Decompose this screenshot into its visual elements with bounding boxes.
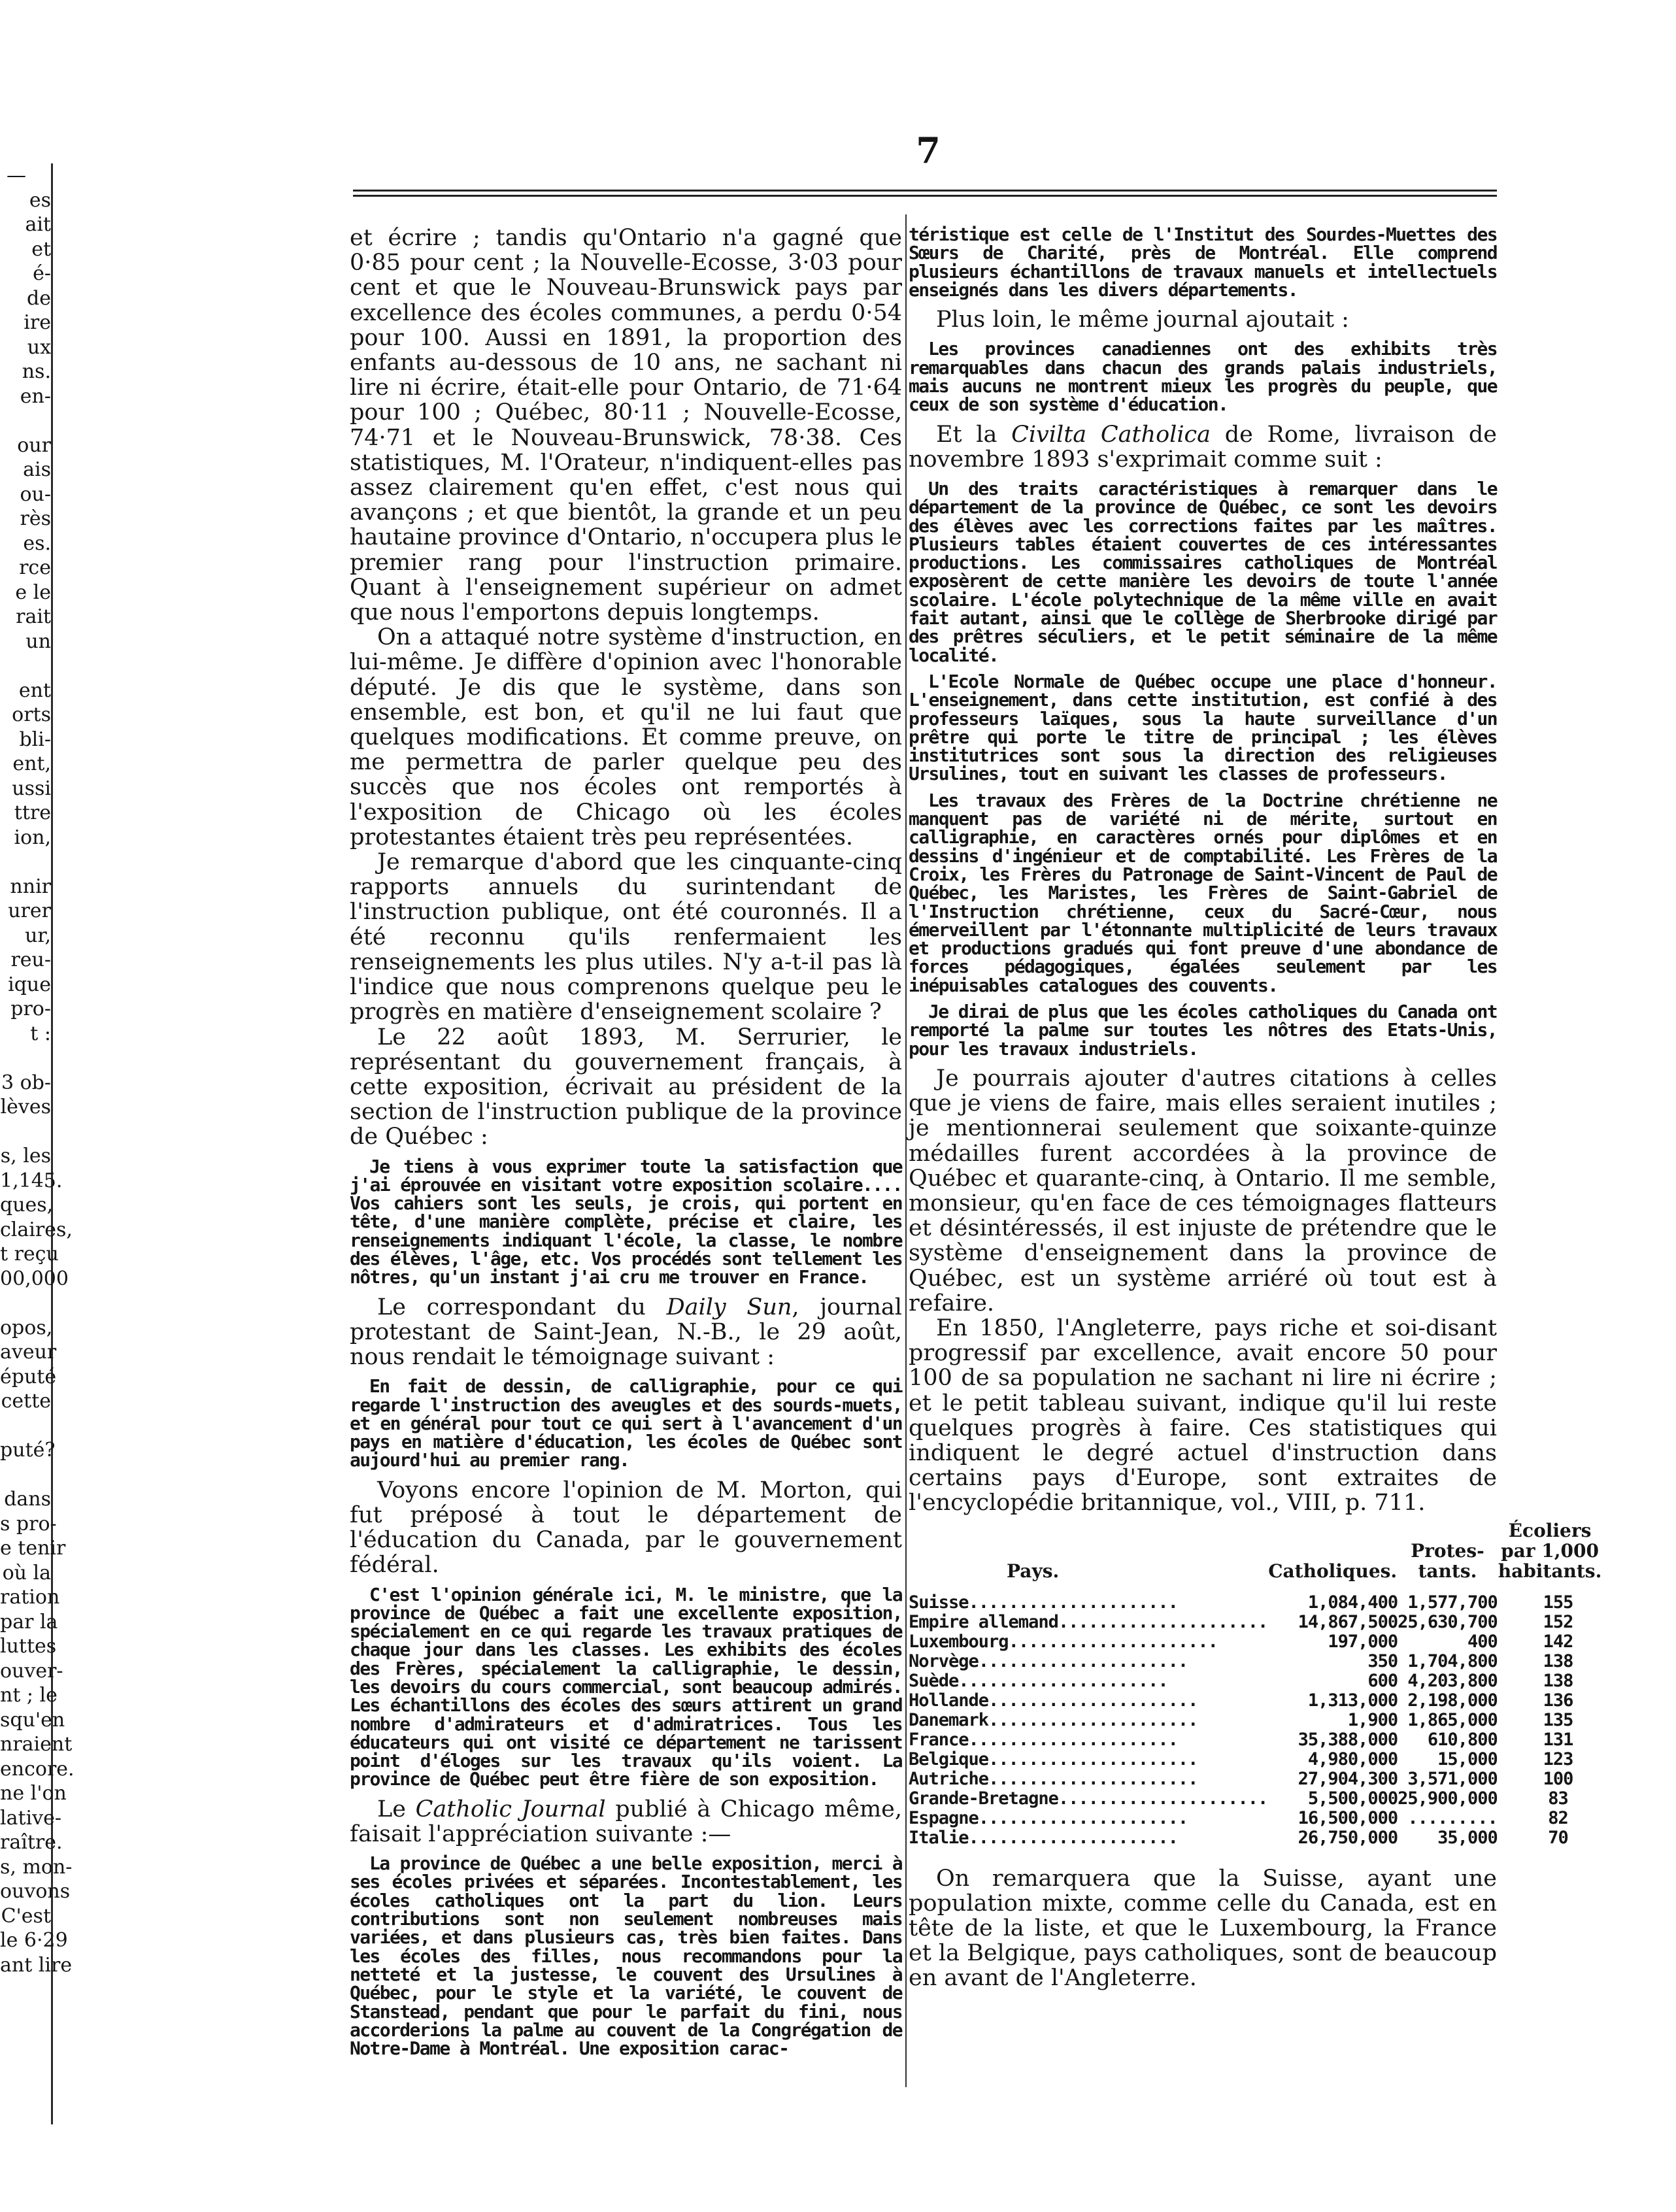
header-rule-bottom — [353, 195, 1497, 197]
table-cell-protestants: 4,203,800 — [1407, 1670, 1498, 1691]
table-cell-protestants: 1,704,800 — [1407, 1651, 1498, 1671]
margin-fragment — [0, 1291, 51, 1316]
table-cell-pupils: 131 — [1543, 1729, 1573, 1750]
country-name: France — [909, 1729, 969, 1750]
margin-fragment: s, mon- — [0, 1855, 73, 1879]
table-cell-protestants: 610,800 — [1427, 1729, 1498, 1750]
column-divider — [905, 214, 907, 2087]
margin-fragment: raître. — [0, 1831, 63, 1854]
quotation: L'Ecole Normale de Québec occupe une place d'honneur. L'enseignement, dans cette institution, est confié à des professeurs laïques, sous la haute surveillance d'un prêtre qui porte le titre de principal ; les élèves institutrices sont sous la direction des religieuses Ursulines, tout en suivant les classes de professeurs. — [909, 670, 1497, 785]
margin-fragment: opos, — [0, 1316, 53, 1339]
page-number: 7 — [916, 129, 941, 171]
paragraph — [350, 1797, 902, 1847]
table-cell-protestants: 3,571,000 — [1407, 1768, 1498, 1789]
margin-fragment: ait — [25, 213, 51, 236]
header-catholics: Catholiques. — [1268, 1560, 1398, 1582]
margin-fragment: squ'en — [0, 1708, 65, 1732]
table-body — [909, 1593, 1602, 1848]
header-rules — [353, 190, 1497, 197]
table-cell-pupils: 152 — [1543, 1611, 1573, 1632]
table-cell-catholics: 5,500,000 — [1307, 1788, 1398, 1809]
margin-fragment: claires, — [0, 1218, 73, 1241]
margin-fragment: rait — [16, 605, 51, 628]
text-fragment: Le — [377, 1796, 416, 1822]
table-cell-catholics: 1,084,400 — [1307, 1592, 1398, 1613]
table-cell-country — [909, 1671, 1267, 1691]
margin-fragment — [0, 1046, 51, 1071]
margin-fragment: C'est — [1, 1904, 51, 1928]
margin-fragment: urer — [8, 899, 51, 922]
text-fragment: , journal protestant de Saint-Jean, N.-B., le 29 août, nous rendait le témoignage suivant : — [350, 1294, 902, 1370]
margin-fragment: aveur — [0, 1341, 57, 1364]
previous-page-margin-strip — [0, 163, 75, 2124]
margin-fragment — [0, 409, 51, 433]
table-cell-country — [909, 1691, 1267, 1711]
table-cell-country — [909, 1828, 1267, 1848]
country-name: Luxembourg — [909, 1631, 1009, 1652]
country-name: Hollande — [909, 1690, 989, 1711]
margin-fragment — [0, 1414, 51, 1439]
paragraph: Le 22 août 1893, M. Serrurier, le représentant du gouvernement français, à cette exposition, écrivait au président de la section de l'instruction publique de la province de Québec : — [350, 1024, 902, 1150]
margin-fragment: t reçu — [0, 1243, 59, 1265]
margin-fragment: éputé — [0, 1365, 57, 1388]
country-name: Norvège — [909, 1651, 979, 1671]
text-fragment: Le correspondant du — [377, 1294, 667, 1320]
header-protestants: Protes-tants. — [1411, 1539, 1484, 1582]
leader-dots: ..................... — [978, 1651, 1188, 1671]
margin-fragment: ou- — [20, 482, 51, 506]
leader-dots: ..................... — [1008, 1631, 1218, 1652]
table-cell-country — [909, 1711, 1267, 1730]
country-name: Belgique — [909, 1749, 989, 1769]
table-cell-catholics: 4,980,000 — [1307, 1749, 1398, 1769]
table-row — [909, 1730, 1602, 1750]
table-cell-country — [909, 1613, 1267, 1632]
table-cell-catholics: 26,750,000 — [1298, 1827, 1398, 1848]
margin-fragment: où la — [2, 1561, 51, 1584]
quotation-continued: téristique est celle de l'Institut des Sourdes-Muettes des Sœurs de Charité, près de Montréal. Elle comprend plusieurs échantillons de travaux manuels et intellectuels enseignés dans les divers départements. — [909, 224, 1497, 301]
margin-fragment: bli- — [19, 728, 51, 751]
margin-fragment: ttre — [14, 801, 51, 824]
newspaper-title: Catholic Journal — [415, 1796, 606, 1822]
right-column — [909, 224, 1602, 1992]
margin-fragment: es — [29, 188, 51, 212]
paragraph: En 1850, l'Angleterre, pays riche et soi-disant progressif par excellence, avait encore 50 pour 100 de sa population ne sachant ni lire ni écrire ; et le petit tableau suivant, indique qu'il lui reste quelques progrès à faire. Ces statistiques qui indiquent le degré actuel d'instruction dans certains pays d'Europe, sont extraites de l'encyclopédie britannique, vol., VIII, p. 711. — [909, 1315, 1497, 1517]
margin-fragment: encore. — [0, 1757, 75, 1781]
margin-fragment: de — [27, 286, 51, 310]
leader-dots: ..................... — [968, 1729, 1178, 1750]
quotation: Les travaux des Frères de la Doctrine chrétienne ne manquent pas de variété ni de mérite, surtout en calligraphie, en caractères ornés pour diplômes et en dessins d'ingénieur et de comptabilité. Les Frères de la Croix, les Frères du Patronage de Saint-Vincent de Paul de Québec, les Maristes, les Frères de Saint-Gabriel de l'Instruction chrétienne, ceux du Sacré-Cœur, nous émerveillent par l'étonnante multiplicité de leurs travaux et productions gradués qui font preuve d'une abondance de forces pédagogiques, égalées seulement par les inépuisables catalogues des couvents. — [909, 789, 1497, 996]
table-cell-pupils: 136 — [1543, 1690, 1573, 1711]
table-row — [909, 1671, 1602, 1691]
margin-fragment: ent, — [12, 752, 51, 775]
table-row — [909, 1613, 1602, 1632]
table-cell-protestants: 2,198,000 — [1407, 1690, 1498, 1711]
country-name: Danemark — [909, 1709, 989, 1730]
table-cell-pupils: 83 — [1548, 1788, 1568, 1809]
paragraph: Je remarque d'abord que les cinquante-cinq rapports annuels du surintendant de l'instruction publique, ont été couronnés. Il a été reconnu qu'ils renfermaient les renseignements les plus utiles. N'y a-t-il pas là l'indice que nous comprenons quelque peu le progrès en matière d'enseignement scolaire ? — [350, 849, 902, 1026]
margin-fragment: ant lire — [0, 1953, 73, 1977]
margin-fragment: s, les — [0, 1145, 51, 1167]
margin-fragment: dans — [4, 1488, 51, 1511]
leader-dots: ..................... — [1058, 1788, 1268, 1809]
table-row — [909, 1789, 1602, 1809]
margin-fragment: nt ; le — [0, 1684, 58, 1707]
table-cell-catholics: 16,500,000 — [1298, 1807, 1398, 1828]
paragraph: Plus loin, le même journal ajoutait : — [936, 307, 1349, 333]
periodical-title: Civilta Catholica — [1011, 421, 1211, 448]
education-statistics-table — [909, 1520, 1602, 1848]
table-cell-country — [909, 1750, 1267, 1769]
table-row — [909, 1652, 1602, 1671]
margin-fragment: luttes — [0, 1635, 57, 1658]
table-cell-pupils: 155 — [1543, 1592, 1573, 1613]
table-cell-catholics: 1,900 — [1347, 1709, 1398, 1730]
leader-dots: ..................... — [988, 1709, 1198, 1730]
table-row — [909, 1769, 1602, 1789]
margin-fragment: rce — [19, 556, 51, 579]
margin-fragment: t : — [30, 1022, 51, 1045]
table-cell-catholics: 35,388,000 — [1298, 1729, 1398, 1750]
margin-fragment: nnir — [10, 875, 51, 898]
quotation: C'est l'opinion générale ici, M. le ministre, que la province de Québec a fait une excellente exposition, spécialement en ce qui regarde les travaux pratiques de chaque jour dans les classes. Les exhibits des écoles des Frères, spécialement la calligraphie, le dessin, les devoirs du cours commercial, sont beaucoup admirés. Les échantillons des écoles des sœurs attirent un grand nombre d'admirateurs et d'admiratrices. Tous les éducateurs qui ont visité ce département ne tarissent point d'éloges sur les travaux qu'ils voient. La province de Québec peut être fière de son exposition. — [350, 1583, 902, 1790]
table-cell-catholics: 27,904,300 — [1298, 1768, 1398, 1789]
paragraph: Voyons encore l'opinion de M. Morton, qui fut préposé à tout le département de l'éducation du Canada, par le gouvernement fédéral. — [350, 1477, 902, 1579]
margin-fragment: ouvons — [0, 1880, 71, 1903]
country-name: Suisse — [909, 1592, 969, 1613]
margin-fragment: cette — [1, 1390, 51, 1413]
table-cell-protestants: 1,865,000 — [1407, 1709, 1498, 1730]
margin-fragment: ques, — [0, 1194, 54, 1216]
table-cell-protestants: 35,000 — [1437, 1827, 1498, 1848]
table-cell-catholics: 1,313,000 — [1307, 1690, 1398, 1711]
margin-fragment: é- — [33, 262, 51, 285]
table-cell-pupils: 100 — [1543, 1768, 1573, 1789]
margin-fragment — [0, 850, 51, 875]
margin-fragment: e le — [15, 580, 51, 604]
country-name: Suède — [909, 1670, 959, 1691]
margin-fragment — [0, 1463, 51, 1488]
table-cell-protestants: 25,900,000 — [1398, 1788, 1498, 1809]
table-cell-pupils: 138 — [1543, 1651, 1573, 1671]
quotation: Je tiens à vous exprimer toute la satisfaction que j'ai éprouvée en visitant votre exposition scolaire.... Vos cahiers sont les seuls, je crois, qui portent en tête, d'une manière complète, précise et claire, les renseignements indiquant l'école, la classe, le nombre des élèves, l'âge, etc. Vos procédés sont tellement les nôtres, qu'un instant j'ai cru me trouver en France. — [350, 1155, 902, 1288]
table-cell-pupils: 138 — [1543, 1670, 1573, 1691]
table-cell-country — [909, 1730, 1267, 1750]
margin-fragment: our — [17, 433, 51, 457]
table-row — [909, 1750, 1602, 1769]
margin-fragment: ouver- — [0, 1659, 63, 1683]
margin-fragment: ent — [18, 679, 51, 702]
margin-fragment: 3 ob- — [1, 1071, 51, 1094]
header-rule-top — [353, 190, 1497, 192]
margin-fragment: ration — [0, 1586, 60, 1609]
header-pupils: Écoliers par 1,000 habitants. — [1498, 1519, 1602, 1582]
margin-fragment: es. — [23, 531, 51, 555]
margin-fragment: lèves — [0, 1096, 51, 1118]
table-cell-protestants: ......... — [1407, 1807, 1498, 1828]
margin-fragment: ns. — [22, 360, 51, 383]
margin-fragment: — — [7, 164, 26, 187]
margin-fragment: reu- — [10, 948, 51, 971]
country-name: Grande-Bretagne — [909, 1788, 1058, 1809]
margin-fragment: le 6·29 — [0, 1929, 68, 1952]
margin-fragment: ion, — [14, 826, 51, 849]
margin-fragment: ne l'on — [0, 1782, 67, 1805]
margin-fragment: e tenir — [0, 1537, 66, 1560]
table-cell-pupils: 82 — [1548, 1807, 1568, 1828]
margin-fragment: nraient — [0, 1733, 73, 1756]
leader-dots: ..................... — [988, 1768, 1198, 1789]
table-row — [909, 1809, 1602, 1828]
quotation: Je dirai de plus que les écoles catholiques du Canada ont remporté la palme sur toutes les nôtres des Etats-Unis, pour les travaux industriels. — [909, 1001, 1497, 1060]
table-cell-protestants: 400 — [1467, 1631, 1498, 1652]
table-cell-country — [909, 1789, 1267, 1809]
margin-fragment — [0, 654, 51, 679]
table-cell-pupils: 135 — [1543, 1709, 1573, 1730]
table-row — [909, 1828, 1602, 1848]
country-name: Empire allemand — [909, 1611, 1058, 1632]
leader-dots: ..................... — [958, 1670, 1168, 1691]
margin-fragment: lative- — [0, 1806, 61, 1830]
table-cell-pupils: 142 — [1543, 1631, 1573, 1652]
margin-fragment: en- — [20, 384, 51, 408]
margin-fragment: puté? — [0, 1439, 56, 1462]
table-cell-protestants: 15,000 — [1437, 1749, 1498, 1769]
quotation: Les provinces canadiennes ont des exhibits très remarquables dans chacun des grands palais industriels, mais aucuns ne montrent mieux les progrès du peuple, que ceux de son système d'éducation. — [909, 338, 1497, 416]
margin-fragment: 00,000 — [0, 1267, 69, 1290]
leader-dots: ..................... — [978, 1807, 1188, 1828]
leader-dots: ..................... — [988, 1749, 1198, 1769]
table-cell-protestants: 25,630,700 — [1398, 1611, 1498, 1632]
margin-fragment: ire — [24, 311, 51, 334]
left-column — [350, 226, 902, 2066]
header-country: Pays. — [1007, 1560, 1060, 1582]
margin-fragment: orts — [12, 703, 51, 726]
newspaper-title: Daily Sun — [666, 1294, 792, 1320]
paragraph: On a attaqué notre système d'instruction, en lui-même. Je diffère d'opinion avec l'honorable député. Je dis que le système, dans son ensemble, est bon, et qu'il ne lui faut que quelques modifications. Et comme preuve, on me permettra de parler quelque peu des succès que nos écoles ont remportés à l'exposition de Chicago où les écoles protestantes étaient très peu représentées. — [350, 624, 902, 850]
margin-fragment: et — [31, 237, 51, 261]
leader-dots: ..................... — [988, 1690, 1198, 1711]
margin-fragment: par la — [0, 1610, 58, 1634]
table-row — [909, 1691, 1602, 1711]
paragraph — [350, 1295, 902, 1370]
table-row — [909, 1711, 1602, 1730]
table-row — [909, 1632, 1602, 1652]
table-cell-protestants: 1,577,700 — [1407, 1592, 1498, 1613]
margin-fragment: 1,145. — [0, 1169, 63, 1192]
margin-fragment: ique — [8, 973, 51, 996]
text-fragment: Et la — [936, 421, 1012, 448]
margin-fragment: un — [25, 629, 51, 653]
paragraph: Je pourrais ajouter d'autres citations à celles que je viens de faire, mais elles seraient inutiles ; je mentionnerai seulement que soixante-quinze médailles furent accordées à la province de Québec et quarante-cinq, à Ontario. Il me semble, monsieur, qu'en face de ces témoignages flatteurs et désintéressés, il est injuste de prétendre que le système d'enseignement dans la province de Québec, est un système arriéré où tout est à refaire. — [909, 1065, 1497, 1316]
text-fragment: publié à Chicago même, faisait l'appréciation suivante :— — [350, 1796, 902, 1847]
margin-fragment: ussi — [12, 777, 51, 800]
table-cell-pupils: 70 — [1548, 1827, 1568, 1848]
quotation: La province de Québec a une belle exposition, merci à ses écoles privées et séparées. Incontestablement, les écoles catholiques ont la part du lion. Leurs contributions sont non seulement nombreuses mais variées, et dans plusieurs cas, très bien faites. Dans les écoles des filles, nous recommandons pour la netteté et la justesse, le couvent des Ursulines à Québec, pour le style et la variété, le couvent de Stanstead, pendant que pour le parfait du fini, nous accorderions la palme au couvent de la Congrégation de Notre-Dame à Montréal. Une exposition carac- — [350, 1852, 902, 2060]
table-cell-country — [909, 1632, 1267, 1652]
quotation: Un des traits caractéristiques à remarquer dans le département de la province de Québec, ce sont les devoirs des élèves avec les corrections faites par les maîtres. Plusieurs tables étaient couvertes de ces intéressantes productions. Les commissaires catholiques de Montréal exposèrent de cette manière les devoirs de toute l'année scolaire. L'école polytechnique de la même ville en avait fait autant, ainsi que le collège de Sherbrooke dirigé par des prêtres séculiers, et le petit séminaire de la même localité. — [909, 477, 1497, 666]
table-cell-country — [909, 1769, 1267, 1789]
leader-dots: ..................... — [968, 1827, 1178, 1848]
table-cell-catholics: 197,000 — [1328, 1631, 1398, 1652]
margin-fragment — [0, 1120, 51, 1145]
margin-fragment: pro- — [10, 997, 51, 1020]
country-name: Italie — [909, 1827, 969, 1848]
country-name: Espagne — [909, 1807, 979, 1828]
table-cell-country — [909, 1593, 1267, 1613]
margin-fragment: ur, — [25, 924, 51, 947]
text-fragment: de Rome, livraison de novembre 1893 s'exprimait comme suit : — [909, 421, 1497, 473]
quotation: En fait de dessin, de calligraphie, pour ce qui regarde l'instruction des aveugles et des sourds-muets, et en général pour tout ce qui sert à l'avancement d'un pays en matière d'éducation, les écoles de Québec sont aujourd'hui au premier rang. — [350, 1375, 902, 1471]
table-cell-pupils: 123 — [1543, 1749, 1573, 1769]
margin-fragment: ais — [23, 458, 51, 481]
leader-dots: ..................... — [968, 1592, 1178, 1613]
margin-fragment: s pro- — [0, 1512, 57, 1535]
table-row — [909, 1593, 1602, 1613]
table-cell-catholics: 14,867,500 — [1298, 1611, 1398, 1632]
table-header-row — [909, 1520, 1602, 1593]
table-cell-catholics: 350 — [1367, 1651, 1398, 1671]
leader-dots: ..................... — [1058, 1611, 1268, 1632]
paragraph: et écrire ; tandis qu'Ontario n'a gagné que 0·85 pour cent ; la Nouvelle-Ecosse, 3·03 pour cent et que le Nouveau-Brunswick pays par excellence des écoles communes, a perdu 0·54 pour 100. Aussi en 1891, la proportion des enfants au-dessous de 10 ans, ne sachant ni lire ni écrire, était-elle pour Ontario, de 71·64 pour 100 ; Québec, 80·11 ; Nouvelle-Ecosse, 74·71 et le Nouveau-Brunswick, 78·38. Ces statistiques, M. l'Orateur, n'indiquent-elles pas assez clairement qu'en effet, c'est nous qui avançons ; et que bientôt, la grande et un peu hautaine province d'Ontario, n'occupera plus le premier rang pour l'instruction primaire. Quant à l'enseignement supérieur on admet que nous l'emportons depuis longtemps. — [350, 225, 903, 626]
margin-fragment: ux — [27, 335, 51, 359]
paragraph: On remarquera que la Suisse, ayant une population mixte, comme celle du Canada, est en tête de la liste, et que le Luxembourg, la France et la Belgique, pays catholiques, sont de beaucoup en avant de l'Angleterre. — [909, 1865, 1497, 1992]
margin-fragment: rès — [20, 507, 51, 530]
table-cell-country — [909, 1652, 1267, 1671]
country-name: Autriche — [909, 1768, 989, 1789]
table-cell-country — [909, 1809, 1267, 1828]
table-cell-catholics: 600 — [1367, 1670, 1398, 1691]
paragraph — [909, 422, 1497, 472]
